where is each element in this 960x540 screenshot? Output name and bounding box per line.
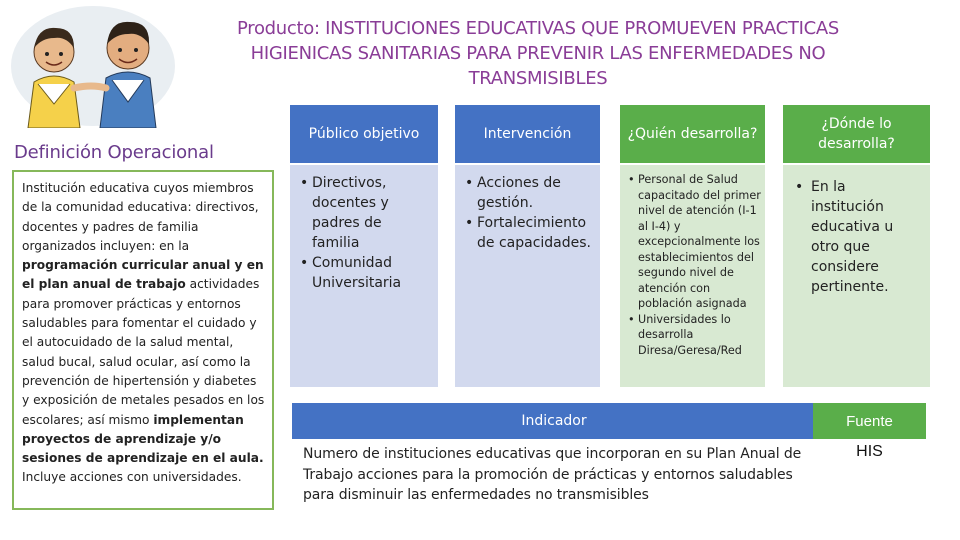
header-quien-desarrolla	[620, 105, 765, 163]
definition-text-part: actividades para promover prácticas y entornos saludables para fomentar el cuidado y el autocuidado de la salud mental, salud bucal, salud ocular, así como la prevención de hipertensión y diabetes y exposición de metales pesados en los escolares; así mismo	[22, 277, 265, 427]
list-item: • Universidades lo desarrolla Diresa/Geresa/Red	[628, 312, 761, 359]
list-item: • Fortalecimiento de capacidades.	[465, 213, 594, 253]
body-intervencion	[455, 165, 600, 387]
page-title: Producto: INSTITUCIONES EDUCATIVAS QUE PROMUEVEN PRACTICAS HIGIENICAS SANITARIAS PARA PREVENIR LAS ENFERMEDADES NO TRANSMISIBLES	[237, 18, 839, 89]
header-label: ¿Quién desarrolla?	[627, 126, 758, 142]
intervencion-list	[455, 165, 600, 253]
indicador-text: Numero de instituciones educativas que incorporan en su Plan Anual de Trabajo acciones para la promoción de prácticas y entornos saludables para disminuir las enfermedades no transmisibles	[303, 446, 802, 503]
indicador-header	[292, 403, 816, 439]
publico-list	[290, 165, 438, 293]
donde-list	[783, 165, 930, 297]
header-publico-objetivo	[290, 105, 438, 163]
list-item: • En la institución educativa u otro que considere pertinente.	[791, 177, 922, 297]
header-intervencion	[455, 105, 600, 163]
fuente-text: HIS	[856, 443, 883, 460]
quien-list	[620, 165, 765, 358]
list-item: • Personal de Salud capacitado del primer nivel de atención (I-1 al I-4) y excepcionalmente los establecimientos del segundo nivel de atención con población asignada	[628, 172, 761, 312]
fuente-header	[813, 403, 926, 439]
body-donde-desarrolla	[783, 165, 930, 387]
definition-heading: Definición Operacional	[14, 142, 214, 163]
definition-box	[12, 170, 274, 510]
definition-text-part: Incluye acciones con universidades.	[22, 470, 242, 485]
header-label: Intervención	[483, 126, 572, 142]
header-label: Fuente	[846, 412, 893, 430]
list-item: • Directivos, docentes y padres de familia	[300, 173, 432, 253]
definition-text-bold: implementan proyectos de aprendizaje y/o sesiones de aprendizaje en el aula.	[22, 412, 264, 466]
list-item: • Acciones de gestión.	[465, 173, 594, 213]
body-publico-objetivo	[290, 165, 438, 387]
header-label: ¿Dónde lo desarrolla?	[818, 116, 895, 152]
header-label: Indicador	[521, 413, 587, 429]
definition-text-part: Institución educativa cuyos miembros de la comunidad educativa: directivos, docentes y padres de familia organizados incluyen: en la	[22, 181, 259, 253]
schoolboys-illustration	[8, 4, 178, 128]
header-label: Público objetivo	[308, 126, 420, 142]
body-quien-desarrolla	[620, 165, 765, 387]
definition-text-bold: programación curricular anual y en el plan anual de trabajo	[22, 258, 264, 292]
header-donde-desarrolla	[783, 105, 930, 163]
list-item: • Comunidad Universitaria	[300, 253, 432, 293]
